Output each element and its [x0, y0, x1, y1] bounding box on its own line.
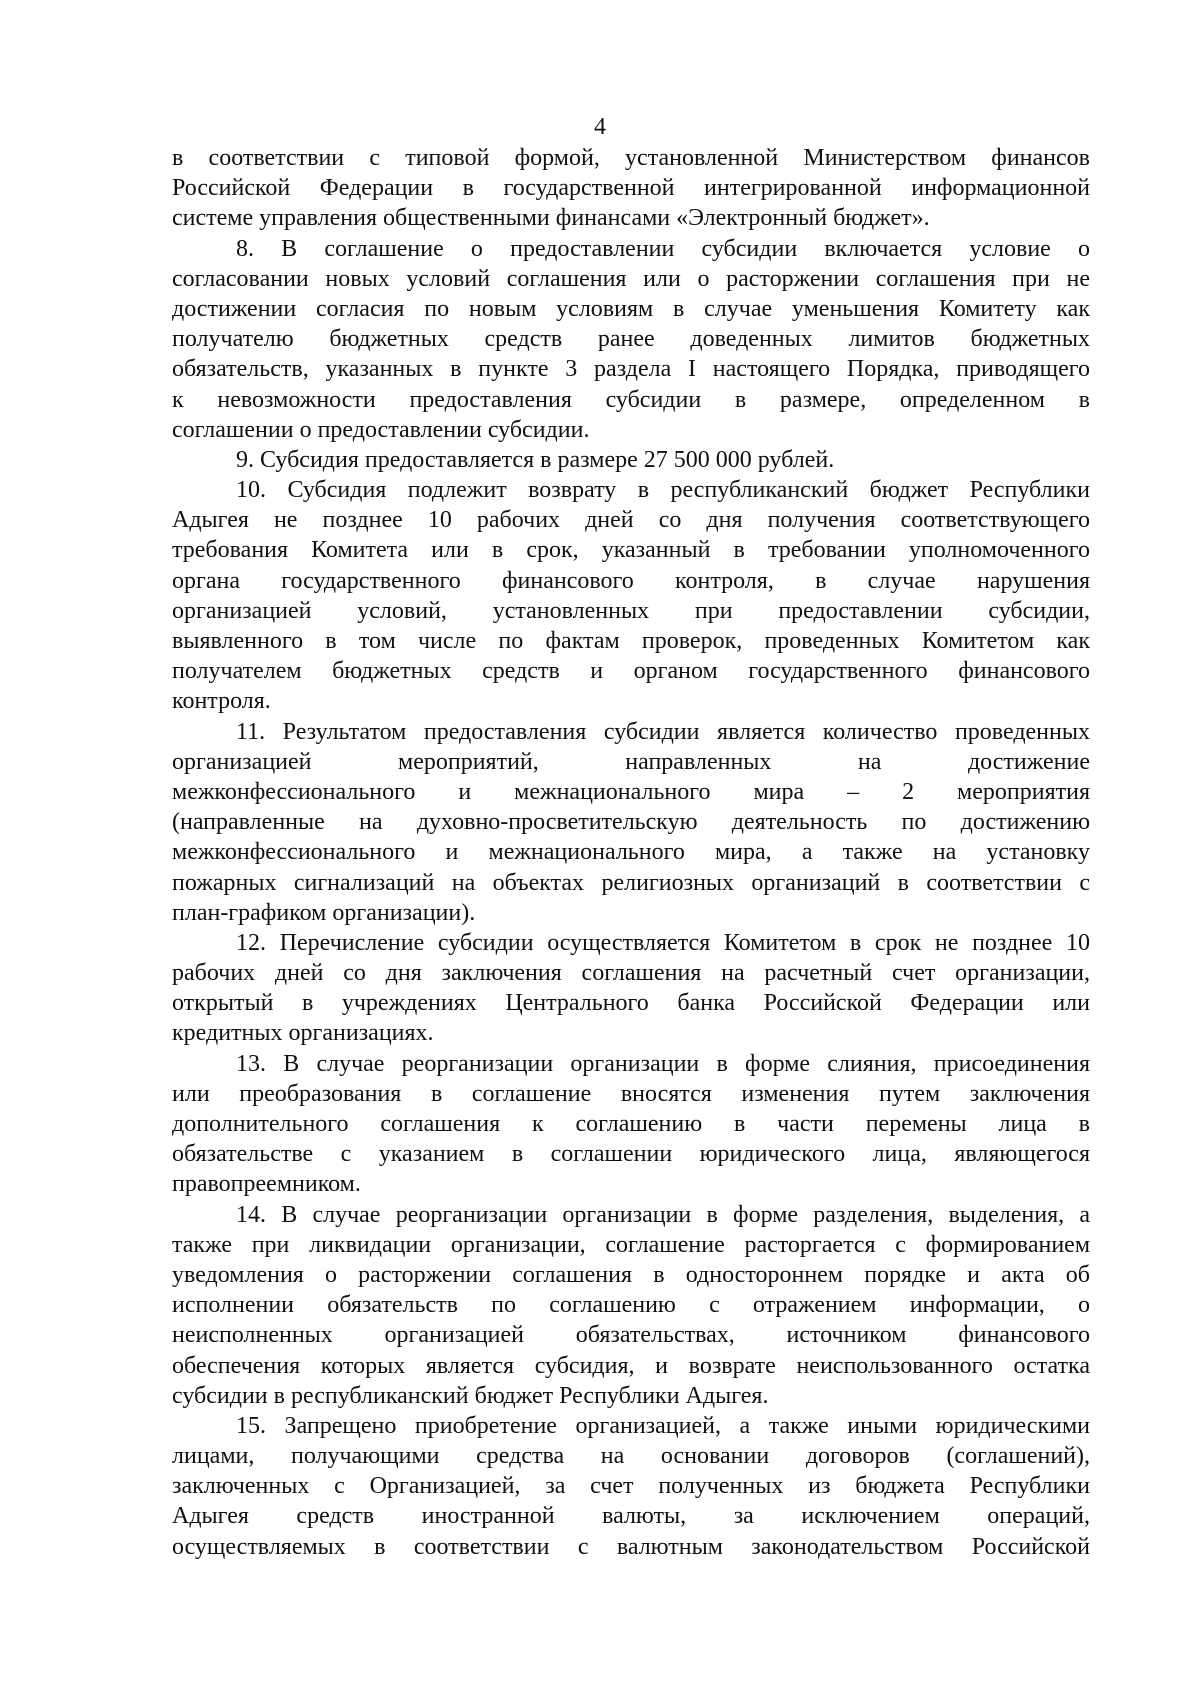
text-line: межконфессионального и межнационального мира, а также на установку	[172, 839, 1090, 866]
text-line: организацией мероприятий, направленных на достижение	[172, 748, 1090, 775]
text-line: дополнительного соглашения к соглашению в части перемены лица в	[172, 1111, 1090, 1137]
text-line: обеспечения которых является субсидия, и возврате неиспользованного остатка	[172, 1352, 1090, 1379]
paragraph-p-12	[172, 928, 1090, 1049]
text-line: обязательств, указанных в пункте 3 раздела I настоящего Порядка, приводящего	[172, 356, 1090, 383]
text-line: системе управления общественными финансами «Электронный бюджет».	[172, 205, 930, 232]
text-line: 11. Результатом предоставления субсидии является количество проведенных	[236, 718, 1090, 745]
text-line: выявленного в том числе по фактам проверок, проведенных Комитетом как	[172, 628, 1090, 654]
text-line: 15. Запрещено приобретение организацией, а также иными юридическими	[236, 1412, 1090, 1439]
text-line: 14. В случае реорганизации организации в форме разделения, выделения, а	[236, 1201, 1090, 1228]
text-line: неисполненных организацией обязательствах, источником финансового	[172, 1322, 1090, 1349]
paragraph-p-15	[172, 1411, 1090, 1562]
text-line: контроля.	[172, 688, 271, 715]
text-line: лицами, получающими средства на основании договоров (соглашений),	[172, 1443, 1090, 1470]
text-line: рабочих дней со дня заключения соглашения на расчетный счет организации,	[172, 960, 1090, 987]
text-line: 10. Субсидия подлежит возврату в республиканский бюджет Республики	[236, 477, 1090, 504]
text-line: Российской Федерации в государственной интегрированной информационной	[172, 175, 1090, 202]
text-line: 8. В соглашение о предоставлении субсидии включается условие о	[236, 235, 1090, 262]
text-line: к невозможности предоставления субсидии в размере, определенном в	[172, 386, 1090, 413]
text-line: открытый в учреждениях Центрального банка Российской Федерации или	[172, 990, 1090, 1017]
text-line: получателем бюджетных средств и органом государственного финансового	[172, 658, 1090, 685]
text-line: или преобразования в соглашение вносятся изменения путем заключения	[172, 1080, 1090, 1107]
text-line: Адыгея средств иностранной валюты, за исключением операций,	[172, 1503, 1090, 1530]
text-line: план-графиком организации).	[172, 899, 476, 926]
text-line: требования Комитета или в срок, указанный в требовании уполномоченного	[172, 537, 1090, 564]
text-line: организацией условий, установленных при предоставлении субсидии,	[172, 597, 1090, 624]
paragraph-p-11	[172, 717, 1090, 928]
document-body	[172, 143, 1090, 1562]
text-line: органа государственного финансового контроля, в случае нарушения	[172, 567, 1090, 594]
paragraph-p-8	[172, 234, 1090, 445]
text-line: согласовании новых условий соглашения или о расторжении соглашения при не	[172, 265, 1090, 292]
text-line: субсидии в республиканский бюджет Республики Адыгея.	[172, 1382, 769, 1409]
text-line: уведомления о расторжении соглашения в одностороннем порядке и акта об	[172, 1261, 1090, 1288]
text-line: обязательстве с указанием в соглашении юридического лица, являющегося	[172, 1141, 1090, 1168]
text-line: заключенных с Организацией, за счет полученных из бюджета Республики	[172, 1473, 1090, 1500]
paragraph-p-9	[172, 445, 1090, 475]
text-line: межконфессионального и межнационального мира – 2 мероприятия	[172, 778, 1090, 805]
text-line: правопреемником.	[172, 1171, 361, 1198]
text-line: исполнении обязательств по соглашению с отражением информации, о	[172, 1292, 1090, 1319]
text-line: получателю бюджетных средств ранее доведенных лимитов бюджетных	[172, 326, 1090, 353]
text-line: Адыгея не позднее 10 рабочих дней со дня получения соответствующего	[172, 507, 1090, 534]
page-number: 4	[594, 114, 606, 140]
text-line: (направленные на духовно-просветительскую деятельность по достижению	[172, 809, 1090, 836]
paragraph-p-13	[172, 1049, 1090, 1200]
text-line: 13. В случае реорганизации организации в форме слияния, присоединения	[236, 1050, 1090, 1077]
text-line: осуществляемых в соответствии с валютным законодательством Российской	[172, 1533, 1090, 1560]
text-line: 9. Субсидия предоставляется в размере 27 500 000 рублей.	[236, 446, 835, 473]
text-line: также при ликвидации организации, соглашение расторгается с формированием	[172, 1231, 1090, 1258]
text-line: 12. Перечисление субсидии осуществляется Комитетом в срок не позднее 10	[236, 929, 1090, 956]
text-line: в соответствии с типовой формой, установленной Министерством финансов	[172, 145, 1090, 171]
paragraph-p-10	[172, 475, 1090, 717]
paragraph-p-14	[172, 1200, 1090, 1411]
paragraph-p-continuation	[172, 143, 1090, 234]
text-line: достижении согласия по новым условиям в случае уменьшения Комитету как	[172, 295, 1090, 322]
text-line: кредитных организациях.	[172, 1020, 434, 1047]
text-line: пожарных сигнализаций на объектах религиозных организаций в соответствии с	[172, 869, 1090, 896]
text-line: соглашении о предоставлении субсидии.	[172, 416, 590, 443]
